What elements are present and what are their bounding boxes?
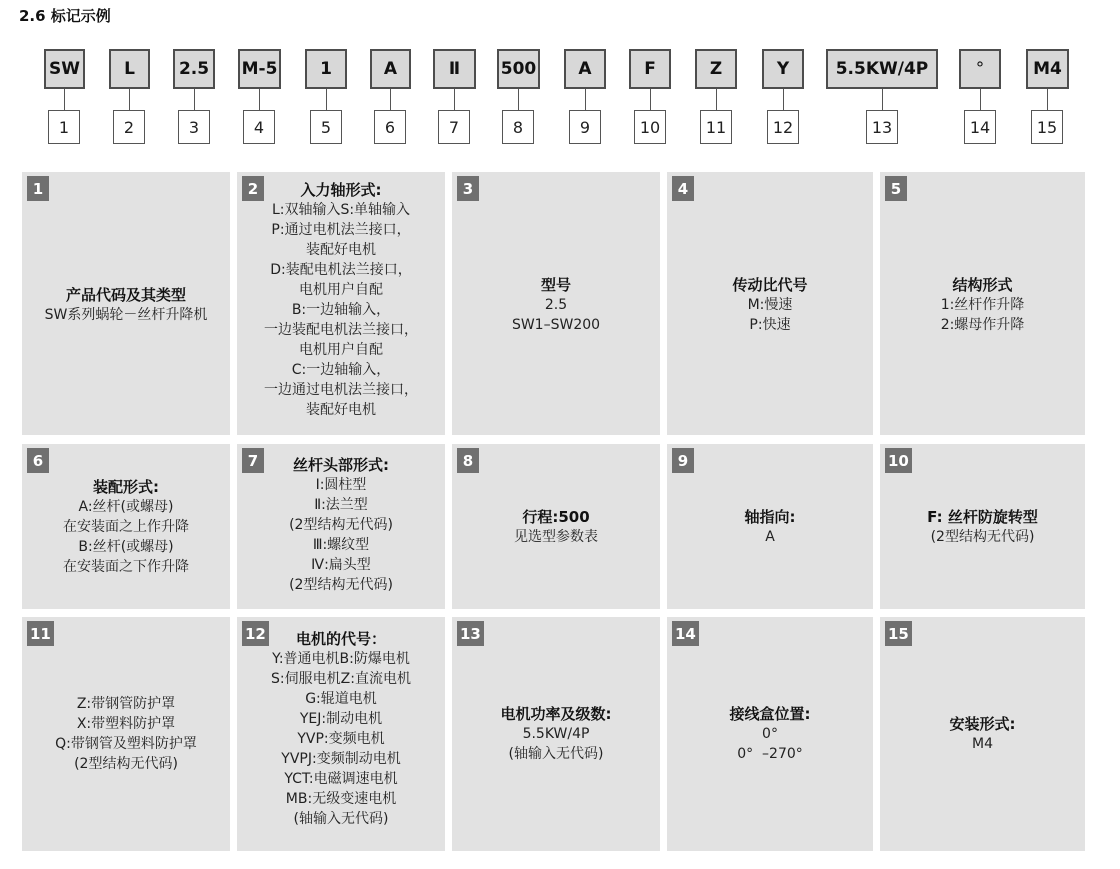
card-text-line: SW系列蜗轮－丝杆升降机: [44, 307, 208, 323]
number-box-14: 14: [964, 110, 996, 144]
number-box-6: 6: [374, 110, 406, 144]
card-11: [22, 617, 230, 851]
number-box-11: 11: [700, 110, 732, 144]
card-heading: 行程:500: [522, 508, 590, 526]
code-box-1: SW: [44, 49, 85, 89]
card-15: [880, 617, 1085, 851]
card-text-line: B:丝杆(或螺母): [78, 539, 174, 555]
card-text-line: 0° –270°: [737, 746, 803, 762]
card-heading: 传动比代号: [732, 276, 808, 294]
card-2: [237, 172, 445, 435]
card-text-line: YEJ:制动电机: [299, 711, 383, 727]
number-box-3: 3: [178, 110, 210, 144]
card-number-badge: 7: [242, 448, 264, 473]
card-number-badge: 4: [672, 176, 694, 201]
code-box-12: Y: [762, 49, 804, 89]
card-text-line: Ⅰ:圆柱型: [315, 477, 367, 493]
card-6: [22, 444, 230, 609]
code-box-6: A: [370, 49, 411, 89]
connector-line: [716, 89, 717, 110]
card-heading: 型号: [540, 276, 571, 294]
code-box-10: F: [629, 49, 671, 89]
card-text-line: Ⅳ:扁头型: [311, 557, 371, 573]
code-box-2: L: [109, 49, 150, 89]
number-box-13: 13: [866, 110, 898, 144]
connector-line: [783, 89, 784, 110]
card-1: [22, 172, 230, 435]
card-number-badge: 14: [672, 621, 699, 646]
card-number-badge: 10: [885, 448, 912, 473]
card-text-line: 装配好电机: [306, 402, 376, 418]
card-number-badge: 1: [27, 176, 49, 201]
card-text-line: (2型结构无代码): [289, 517, 393, 533]
card-text-line: G:辊道电机: [305, 691, 377, 707]
code-box-9: A: [564, 49, 606, 89]
card-13: [452, 617, 660, 851]
card-text-line: 在安装面之下作升降: [63, 559, 189, 575]
card-text-line: L:双轴输入S:单轴输入: [271, 202, 411, 218]
card-number-badge: 11: [27, 621, 54, 646]
number-box-9: 9: [569, 110, 601, 144]
card-text-line: C:一边轴输入，: [291, 362, 391, 378]
card-heading: 轴指向:: [744, 508, 796, 526]
card-heading: 安装形式:: [949, 715, 1016, 733]
card-10: [880, 444, 1085, 609]
card-number-badge: 12: [242, 621, 269, 646]
card-text-line: (2型结构无代码): [930, 529, 1035, 545]
connector-line: [454, 89, 455, 110]
connector-line: [585, 89, 586, 110]
number-box-7: 7: [438, 110, 470, 144]
card-3: [452, 172, 660, 435]
card-text-line: 2.5: [544, 297, 568, 313]
card-text-line: P:快速: [749, 317, 791, 333]
number-box-15: 15: [1031, 110, 1063, 144]
connector-line: [1047, 89, 1048, 110]
number-box-8: 8: [502, 110, 534, 144]
card-text-line: 电机用户自配: [299, 282, 383, 298]
card-text-line: 5.5KW/4P: [522, 726, 590, 742]
card-heading: 装配形式:: [93, 478, 159, 496]
code-box-7: Ⅱ: [433, 49, 476, 89]
code-box-11: Z: [695, 49, 737, 89]
card-text-line: Z:带钢管防护罩: [76, 696, 176, 712]
card-number-badge: 9: [672, 448, 694, 473]
card-text-line: A:丝杆(或螺母): [78, 499, 174, 515]
connector-line: [194, 89, 195, 110]
number-box-4: 4: [243, 110, 275, 144]
card-7: [237, 444, 445, 609]
card-number-badge: 6: [27, 448, 49, 473]
card-number-badge: 5: [885, 176, 907, 201]
card-text-line: S:伺服电机Z:直流电机: [271, 671, 411, 687]
code-box-4: M-5: [238, 49, 281, 89]
card-heading: F: 丝杆防旋转型: [927, 508, 1038, 526]
section-title: 2.6 标记示例: [19, 7, 111, 25]
card-number-badge: 8: [457, 448, 479, 473]
card-text-line: 一边装配电机法兰接口，: [264, 322, 418, 338]
card-text-line: 在安装面之上作升降: [63, 519, 189, 535]
code-box-14: °: [959, 49, 1001, 89]
card-text-line: X:带塑料防护罩: [76, 716, 176, 732]
card-heading: 产品代码及其类型: [65, 286, 186, 304]
connector-line: [518, 89, 519, 110]
card-text-line: 电机用户自配: [299, 342, 383, 358]
card-text-line: 1:丝杆作升降: [940, 297, 1025, 313]
card-heading: 入力轴形式:: [300, 181, 382, 199]
card-4: [667, 172, 873, 435]
code-box-15: M4: [1026, 49, 1069, 89]
card-text-line: 0°: [762, 726, 778, 742]
card-text-line: Y:普通电机B:防爆电机: [272, 651, 410, 667]
card-heading: 丝杆头部形式:: [293, 456, 389, 474]
card-text-line: MB:无级变速电机: [285, 791, 397, 807]
number-box-10: 10: [634, 110, 666, 144]
card-heading: 电机功率及级数:: [500, 705, 612, 723]
number-box-5: 5: [310, 110, 342, 144]
connector-line: [64, 89, 65, 110]
card-text-line: (轴输入无代码): [508, 746, 604, 762]
code-box-8: 500: [497, 49, 540, 89]
card-text-line: YCT:电磁调速电机: [284, 771, 398, 787]
card-text-line: M4: [972, 736, 993, 752]
card-text-line: P:通过电机法兰接口，: [271, 222, 411, 238]
card-number-badge: 15: [885, 621, 912, 646]
card-text-line: B:一边轴输入，: [291, 302, 391, 318]
number-box-12: 12: [767, 110, 799, 144]
connector-line: [259, 89, 260, 110]
connector-line: [129, 89, 130, 110]
card-heading: 电机的代号：: [295, 630, 386, 648]
card-text-line: YVP:变频电机: [297, 731, 385, 747]
card-8: [452, 444, 660, 609]
connector-line: [650, 89, 651, 110]
card-number-badge: 13: [457, 621, 484, 646]
card-text-line: YVPJ:变频制动电机: [281, 751, 401, 767]
card-text-line: 一边通过电机法兰接口，: [264, 382, 418, 398]
card-text-line: 装配好电机: [306, 242, 376, 258]
card-number-badge: 3: [457, 176, 479, 201]
number-box-2: 2: [113, 110, 145, 144]
card-text-line: (2型结构无代码): [74, 756, 178, 772]
connector-line: [390, 89, 391, 110]
card-text-line: D:装配电机法兰接口，: [270, 262, 412, 278]
card-14: [667, 617, 873, 851]
card-text-line: (2型结构无代码): [289, 577, 393, 593]
card-9: [667, 444, 873, 609]
card-5: [880, 172, 1085, 435]
card-text-line: Ⅲ:螺纹型: [312, 537, 370, 553]
card-heading: 结构形式: [952, 276, 1013, 294]
card-text-line: SW1–SW200: [511, 317, 601, 333]
card-text-line: M:慢速: [747, 297, 793, 313]
card-text-line: Q:带钢管及塑料防护罩: [55, 736, 197, 752]
code-box-13: 5.5KW/4P: [826, 49, 938, 89]
connector-line: [882, 89, 883, 110]
card-text-line: 见选型参数表: [514, 529, 598, 545]
code-box-3: 2.5: [173, 49, 215, 89]
card-12: [237, 617, 445, 851]
card-text-line: 2:螺母作升降: [940, 317, 1025, 333]
connector-line: [980, 89, 981, 110]
card-heading: 接线盒位置:: [729, 705, 811, 723]
card-text-line: A: [765, 529, 775, 545]
connector-line: [326, 89, 327, 110]
card-number-badge: 2: [242, 176, 264, 201]
card-text-line: (轴输入无代码): [293, 811, 389, 827]
number-box-1: 1: [48, 110, 80, 144]
code-box-5: 1: [305, 49, 347, 89]
card-text-line: Ⅱ:法兰型: [314, 497, 368, 513]
